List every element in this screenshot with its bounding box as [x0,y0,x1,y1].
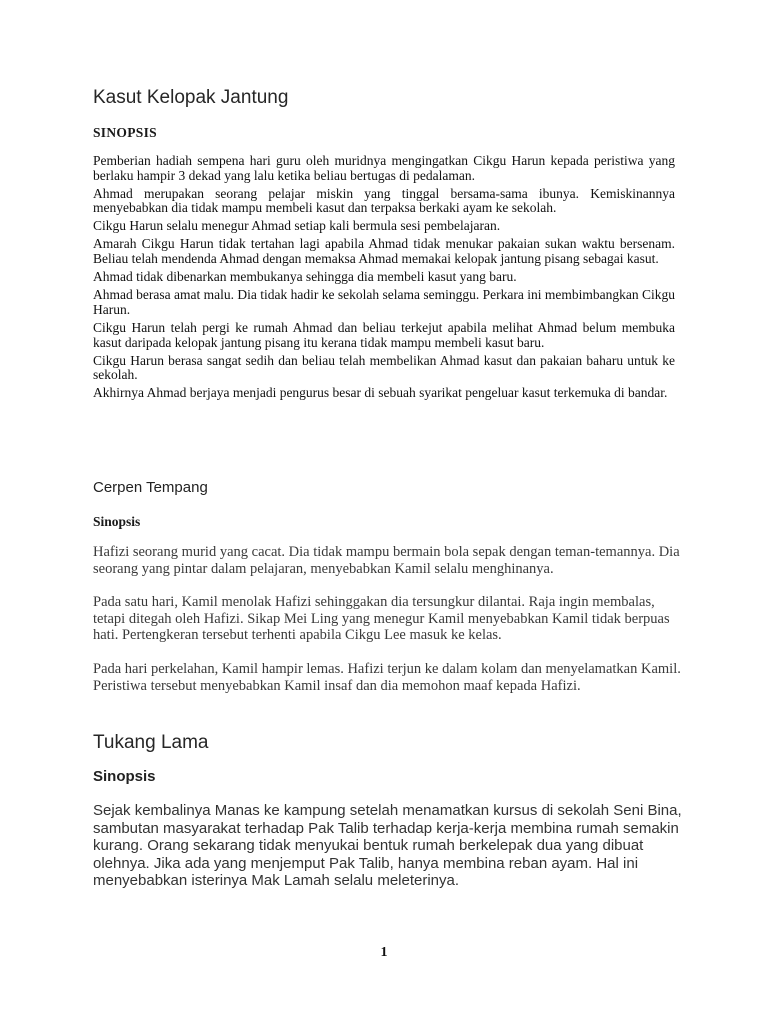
synopsis-body [93,802,683,890]
paragraph: Cikgu Harun berasa sangat sedih dan beliau telah membelikan Ahmad kasut dan pakaian baharu untuk ke sekolah. [93,352,675,383]
paragraph: Sejak kembalinya Manas ke kampung setelah menamatkan kursus di sekolah Seni Bina, sambutan masyarakat terhadap Pak Talib terhadap kerja-kerja membina rumah semakin kurang. Orang sekarang tidak menyukai bentuk rumah berkelepak dua yang dibuat olehnya. Jika ada yang menjemput Pak Talib, hanya membina reban ayam. Hal ini menyebabkan isterinya Mak Lamah selalu meleterinya. [93,802,682,889]
synopsis-heading: Sinopsis [93,514,141,529]
paragraph: Ahmad berasa amat malu. Dia tidak hadir ke sekolah selama seminggu. Perkara ini membimbangkan Cikgu Harun. [93,287,675,317]
section-title: Cerpen Tempang [93,479,208,496]
paragraph: Amarah Cikgu Harun tidak tertahan lagi apabila Ahmad tidak menukar pakaian sukan waktu bersenam. Beliau telah mendenda Ahmad dengan memaksa Ahmad memakai kelopak jantung pisang sebagai kasut. [93,236,675,267]
section-title: Tukang Lama [93,732,209,753]
section-title: Kasut Kelopak Jantung [93,87,289,108]
section-cerpen-tempang [93,478,683,711]
paragraph: Pemberian hadiah sempena hari guru oleh muridnya mengingatkan Cikgu Harun kepada peristiwa yang berlaku hampir 3 dekad yang lalu ketika beliau bertugas di pedalaman. [93,153,675,183]
paragraph: Hafizi seorang murid yang cacat. Dia tidak mampu bermain bola sepak dengan teman-temannya. Dia seorang yang pintar dalam pelajaran, menyebabkan Kamil selalu menghinanya. [93,544,680,577]
section-kasut-kelopak-jantung [93,86,675,404]
paragraph: Cikgu Harun telah pergi ke rumah Ahmad dan beliau terkejut apabila melihat Ahmad belum membuka kasut daripada kelopak jantung pisang itu kerana tidak mampu membeli kasut baru. [93,319,675,350]
synopsis-body [93,544,683,694]
paragraph: Pada hari perkelahan, Kamil hampir lemas. Hafizi terjun ke dalam kolam dan menyelamatkan Kamil. Peristiwa tersebut menyebabkan Kamil insaf dan dia memohon maaf kepada Hafizi. [93,660,681,694]
paragraph: Pada satu hari, Kamil menolak Hafizi sehinggakan dia tersungkur dilantai. Raja ingin membalas, tetapi ditegah oleh Hafizi. Sikap Mei Ling yang menegur Kamil menyebabkan Kamil tidak berpuas hati. Pertengkeran tersebut terhenti apabila Cikgu Lee masuk ke kelas. [93,594,670,644]
paragraph: Ahmad tidak dibenarkan membukanya sehingga dia membeli kasut yang baru. [93,269,517,285]
paragraph: Ahmad merupakan seorang pelajar miskin yang tinggal bersama-sama ibunya. Kemiskinannya menyebabkan dia tidak mampu membeli kasut dan terpaksa berkaki ayam ke sekolah. [93,185,675,216]
synopsis-heading: Sinopsis [93,768,156,785]
synopsis-heading: SINOPSIS [93,125,157,140]
page-number: 1 [380,945,388,960]
synopsis-body [93,154,675,401]
paragraph: Cikgu Harun selalu menegur Ahmad setiap kali bermula sesi pembelajaran. [93,218,501,234]
paragraph: Akhirnya Ahmad berjaya menjadi pengurus besar di sebuah syarikat pengeluar kasut terkemuka di bandar. [93,385,668,401]
section-tukang-lama [93,731,683,890]
